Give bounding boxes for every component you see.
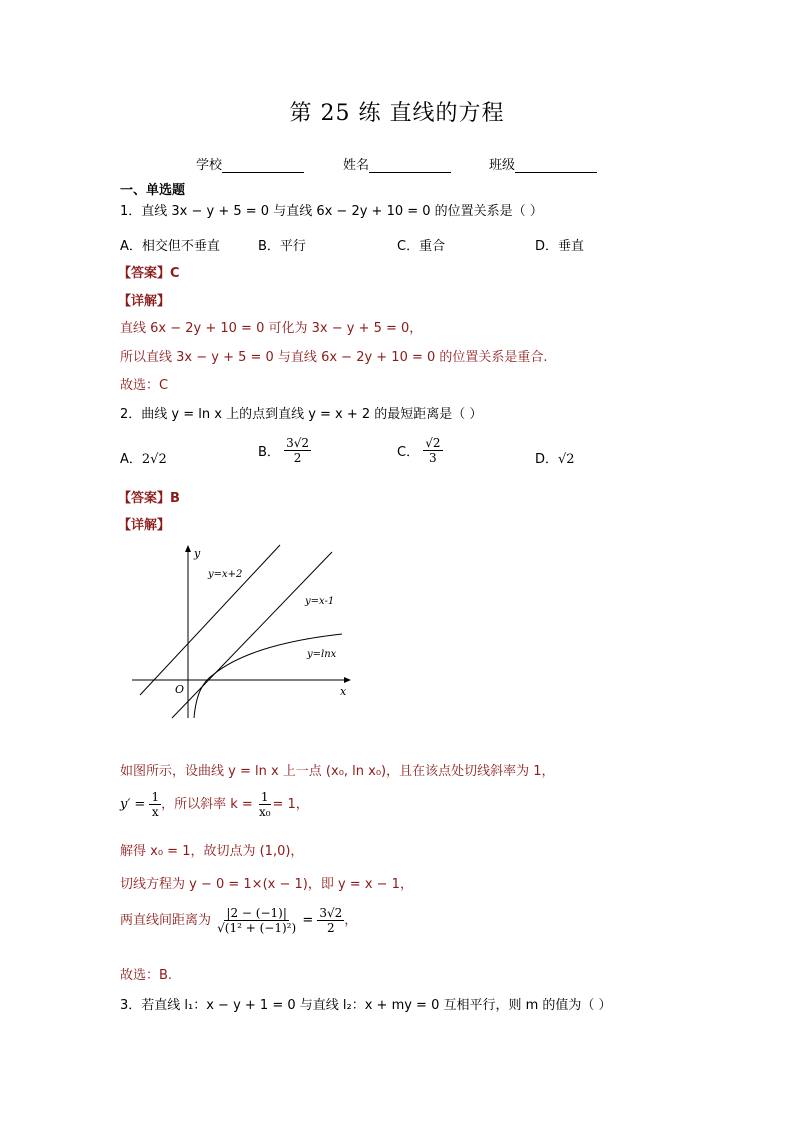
name-blank[interactable] — [369, 158, 451, 173]
q2-sol5-num-2: 3√2 — [319, 906, 343, 920]
curve-y-lnx — [194, 634, 342, 718]
q2-choice-b-den: 2 — [293, 451, 302, 465]
q2-solution-line-5 — [120, 906, 357, 935]
q2-sol5-den-1: √(1² + (−1)²) — [217, 921, 297, 935]
school-label: 学校 — [196, 158, 223, 173]
school-blank[interactable] — [222, 158, 304, 173]
q2-detail-label: 【详解】 — [118, 518, 171, 533]
line-y-x-plus-2 — [140, 545, 280, 695]
q2-sol2-num-2: 1 — [260, 790, 269, 804]
q2-choice-c — [397, 436, 443, 465]
q2-conclusion: 故选：B. — [120, 968, 173, 983]
q2-choice-a-value: 2√2 — [141, 452, 167, 467]
section-heading: 一、单选题 — [120, 183, 186, 198]
q2-sol2-text: ，所以斜率 k = — [161, 797, 253, 812]
y-axis-label: y — [194, 547, 201, 560]
q3-stem: 3．若直线 l₁：x − y + 1 = 0 与直线 l₂：x + my = 0 互相平行，则 m 的值为（ ） — [120, 998, 612, 1013]
q2-sol5-den-2: 2 — [327, 921, 335, 935]
q1-answer: 【答案】C — [118, 266, 180, 281]
q2-choice-d-value: √2 — [558, 452, 575, 467]
q2-choice-c-fraction — [423, 436, 442, 465]
q2-solution-line-4: 切线方程为 y − 0 = 1×(x − 1)，即 y = x − 1， — [120, 877, 413, 892]
name-field — [343, 154, 451, 173]
tangent-figure — [122, 540, 362, 720]
class-blank[interactable] — [515, 158, 597, 173]
q2-sol5-equals: = — [302, 913, 314, 928]
q1-solution-line-2: 所以直线 3x − y + 5 = 0 与直线 6x − 2y + 10 = 0 的位置关系是重合. — [120, 350, 548, 365]
q2-choice-b-letter: B． — [258, 445, 280, 460]
curve-label: y=lnx — [307, 649, 337, 660]
x-axis-label: x — [340, 685, 347, 698]
q2-sol2-num-1: 1 — [151, 790, 160, 804]
q2-sol2-tail: = 1， — [272, 797, 309, 812]
q2-solution-line-1: 如图所示，设曲线 y = ln x 上一点 (x₀, ln x₀)，且在该点处切线斜率为 1， — [120, 764, 555, 779]
q2-sol5-num-1: |2 − (−1)| — [226, 906, 287, 920]
q1-solution-line-1: 直线 6x − 2y + 10 = 0 可化为 3x − y + 5 = 0， — [120, 321, 423, 336]
q2-sol2-fraction-2 — [257, 790, 273, 819]
q1-conclusion: 故选：C — [120, 378, 169, 393]
q2-choice-a-letter: A． — [120, 452, 142, 467]
q1-stem: 1．直线 3x − y + 5 = 0 与直线 6x − 2y + 10 = 0 的位置关系是（ ） — [120, 204, 543, 219]
origin-label: O — [175, 683, 185, 696]
q2-sol5-tail: ， — [344, 913, 358, 928]
class-label: 班级 — [489, 158, 516, 173]
q2-sol2-fraction-1 — [149, 790, 161, 819]
q2-sol2-den-1: x — [151, 805, 159, 819]
q2-choice-c-den: 3 — [429, 451, 437, 465]
q1-choice-b: B．平行 — [258, 239, 306, 254]
q1-choice-c: C．重合 — [397, 239, 446, 254]
q2-sol2-derivative: y′ = — [120, 797, 146, 812]
q2-stem: 2．曲线 y = ln x 上的点到直线 y = x + 2 的最短距离是（ ） — [120, 407, 483, 422]
q2-solution-line-3: 解得 x₀ = 1，故切点为 (1,0)， — [120, 844, 304, 859]
q2-choice-b-num: 3√2 — [286, 436, 309, 450]
class-field — [489, 154, 597, 173]
q2-choice-d-letter: D． — [535, 452, 559, 467]
q1-choice-a: A．相交但不垂直 — [120, 239, 220, 254]
page-title: 第 25 练 直线的方程 — [289, 101, 505, 126]
q2-solution-line-2 — [120, 790, 309, 819]
q2-choice-a — [120, 448, 167, 467]
school-field — [196, 154, 304, 173]
q1-choice-d: D．垂直 — [535, 239, 585, 254]
name-label: 姓名 — [343, 158, 370, 173]
q2-choice-c-num: √2 — [425, 436, 441, 450]
line1-label: y=x+2 — [208, 569, 243, 580]
q2-choice-b — [258, 436, 311, 465]
q2-answer: 【答案】B — [118, 491, 180, 506]
q2-sol2-den-2: x₀ — [258, 805, 271, 819]
q2-sol5-fraction-1 — [215, 906, 298, 935]
q2-sol5-fraction-2 — [317, 906, 344, 935]
y-axis-arrow — [185, 545, 191, 552]
line2-label: y=x-1 — [305, 596, 335, 607]
q2-choice-b-fraction — [284, 436, 311, 465]
x-axis-arrow — [344, 677, 351, 683]
q2-choice-c-letter: C． — [397, 445, 420, 460]
q2-choice-d — [535, 448, 575, 467]
q2-sol5-text: 两直线间距离为 — [120, 913, 212, 928]
q1-detail-label: 【详解】 — [118, 294, 171, 309]
